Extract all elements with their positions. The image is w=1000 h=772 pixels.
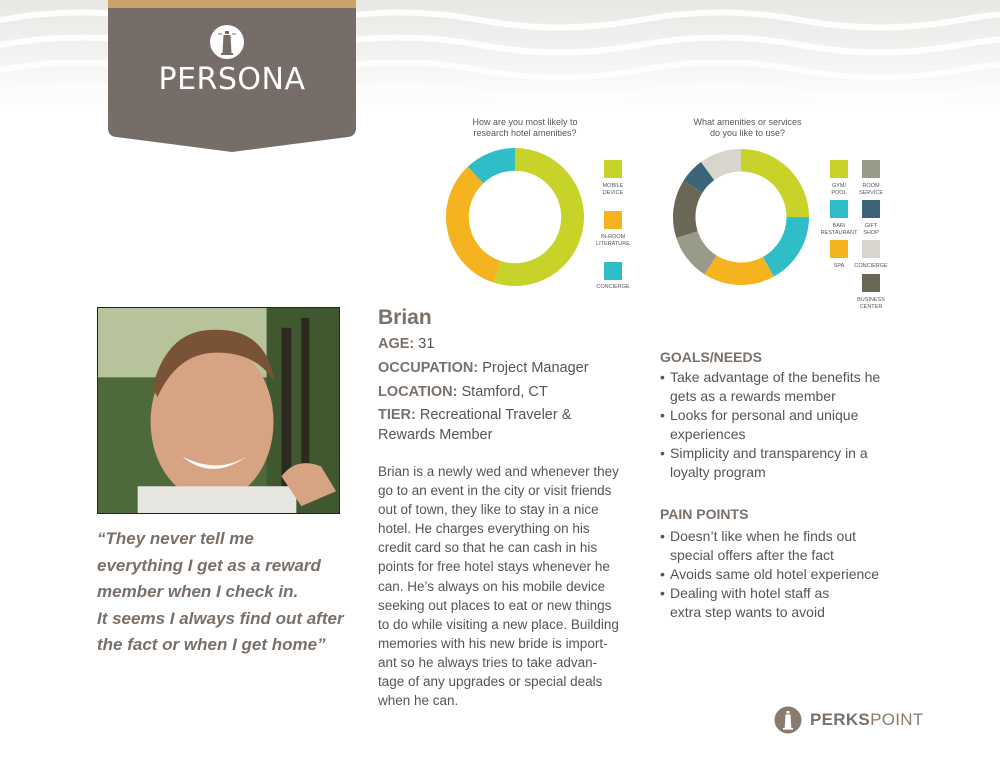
profile-age [378,334,638,354]
legend-label-room-service-line2: SERVICE [858,190,884,196]
bio-line: ant so he always tries to take advan- [378,654,598,670]
legend-swatch-spa [830,240,848,258]
legend-label-bar-restaurant-line1: BAR/ [832,223,846,229]
goal-3-line1: • Simplicity and transparency in a [670,445,868,461]
legend-swatch-gift-shop [862,200,880,218]
profile-occupation-value: Project Manager [482,360,589,376]
lighthouse-icon [209,24,245,60]
profile-location [378,382,638,402]
legend-label-room-service-line1: ROOM [862,183,880,189]
legend-label-business-center-line2: CENTER [859,304,883,310]
profile-occupation-label: OCCUPATION: [378,360,479,376]
bio-line: out of town, they like to stay in a nice [378,502,599,518]
goals-list [660,368,910,482]
profile-age-value: 31 [418,336,435,352]
pain-1-line1: • Doesn’t like when he finds out [670,528,856,544]
bio-line: credit card so that he can cash in his [378,540,598,556]
lighthouse-logo-icon [774,706,802,734]
legend-swatch-concierge-research [604,262,622,280]
pain-2-line1: • Avoids same old hotel experience [670,566,880,582]
legend-label-gym-pool-line2: POOL [831,190,847,196]
profile-location-label: LOCATION: [378,384,458,400]
chart-amenities-title-line2: do you like to use? [709,128,786,138]
goal-1-line1: • Take advantage of the benefits he [670,369,881,385]
pain-3-line1: • Dealing with hotel staff as [670,585,830,601]
pain-1-line2: special offers after the fact [670,547,834,563]
goal-1-line2: gets as a rewards member [670,388,836,404]
bio-line: Brian is a newly wed and whenever they [378,464,619,479]
amenities-slice-bar-restaurant [763,217,809,277]
bio-line: seeking out places to eat or new things [378,597,612,613]
legend-swatch-mobile-device [604,160,622,178]
list-item [660,584,910,622]
legend-label-in-room-literature [593,234,633,248]
brand-name-bold: PERKS [810,710,871,729]
profile-tier-label: TIER: [378,407,416,423]
bio-line: to do while visiting a new place. Building [378,616,619,632]
legend-swatch-business-center [862,274,880,292]
brand-name-light: POINT [870,710,924,729]
legend-label-business-center-line1: BUSINESS [857,297,885,303]
bio-line: hotel. He charges everything on his [378,521,590,537]
amenities-slice-spa [705,255,774,285]
chart-amenities-donut [672,148,810,286]
chart-amenities-title [660,117,835,139]
legend-swatch-in-room-literature [604,211,622,229]
chart-research-title-line1: How are you most likely to [472,117,578,127]
goals-heading: GOALS/NEEDS [660,349,762,365]
quote-line3: member when I check in. [97,582,299,601]
persona-quote [97,526,372,659]
legend-label-in-room-literature-line2: LITERATURE [596,241,630,247]
legend-label-gift-shop-line2: SHOP [863,230,879,236]
profile-age-label: AGE: [378,336,415,352]
legend-label-gift-shop-line1: GIFT [864,223,878,229]
bio-line: can. He’s always on his mobile device [378,578,606,594]
quote-line2: everything I get as a reward [97,555,321,575]
profile-tier-value-line2: Rewards Member [378,427,493,443]
brand-name [810,710,924,730]
legend-swatch-gym-pool [830,160,848,178]
profile-location-value: Stamford, CT [461,384,548,400]
bio-line: when he can. [378,693,459,709]
legend-label-room-service [851,183,891,197]
list-item [660,565,910,584]
pain-list [660,527,910,622]
list-item [660,406,910,444]
legend-label-gym-pool-line1: GYM/ [831,183,847,189]
chart-research-title-line2: research hotel amenities? [473,128,577,138]
amenities-slice-gym-pool [741,149,809,217]
bio-line: tage of any upgrades or special deals [378,674,603,690]
legend-label-spa: SPA [833,263,845,269]
goal-3-line2: loyalty program [670,464,766,480]
legend-label-mobile-device [593,183,633,197]
legend-label-bar-restaurant-line2: RESTAURANT [820,230,858,236]
bio-line: points for free hotel stays whenever he [378,559,610,575]
goal-2-line2: experiences [670,426,746,442]
persona-photo [97,307,340,514]
quote-line1: “They never tell me [97,529,254,548]
profile-tier-value-line1: Recreational Traveler & [419,407,572,423]
profile-occupation [378,358,638,378]
legend-label-in-room-literature-line1: IN-ROOM [600,234,626,240]
page-title: PERSONA [158,62,306,97]
legend-label-mobile-device-line2: DEVICE [602,190,624,196]
brand-mark [774,706,924,734]
research-slice-in-room-literature [446,167,501,283]
legend-swatch-bar-restaurant [830,200,848,218]
legend-label-business-center [851,297,891,311]
legend-label-gift-shop [851,223,891,237]
pain-3-line2: extra step wants to avoid [670,604,825,620]
legend-swatch-room-service [862,160,880,178]
legend-label-concierge-research: CONCIERGE [596,284,630,290]
bio-line: memories with his new bride is import- [378,635,608,651]
pain-heading: PAIN POINTS [660,506,749,522]
list-item [660,527,910,565]
legend-label-concierge-amenities: CONCIERGE [854,263,888,269]
legend-label-mobile-device-line1: MOBILE [602,183,624,189]
quote-line4: It seems I always find out after [97,608,344,628]
bio-line: go to an event in the city or visit friends [378,483,612,499]
chart-research-donut [445,147,585,287]
quote-line5: the fact or when I get home” [97,635,326,654]
profile-tier [378,405,638,445]
persona-bio [378,462,646,710]
goal-2-line1: • Looks for personal and unique [670,407,859,423]
list-item [660,368,910,406]
chart-research-title [440,117,610,139]
list-item [660,444,910,482]
chart-amenities-title-line1: What amenities or services [693,117,802,127]
persona-name: Brian [378,306,432,329]
legend-swatch-concierge-amenities [862,240,880,258]
